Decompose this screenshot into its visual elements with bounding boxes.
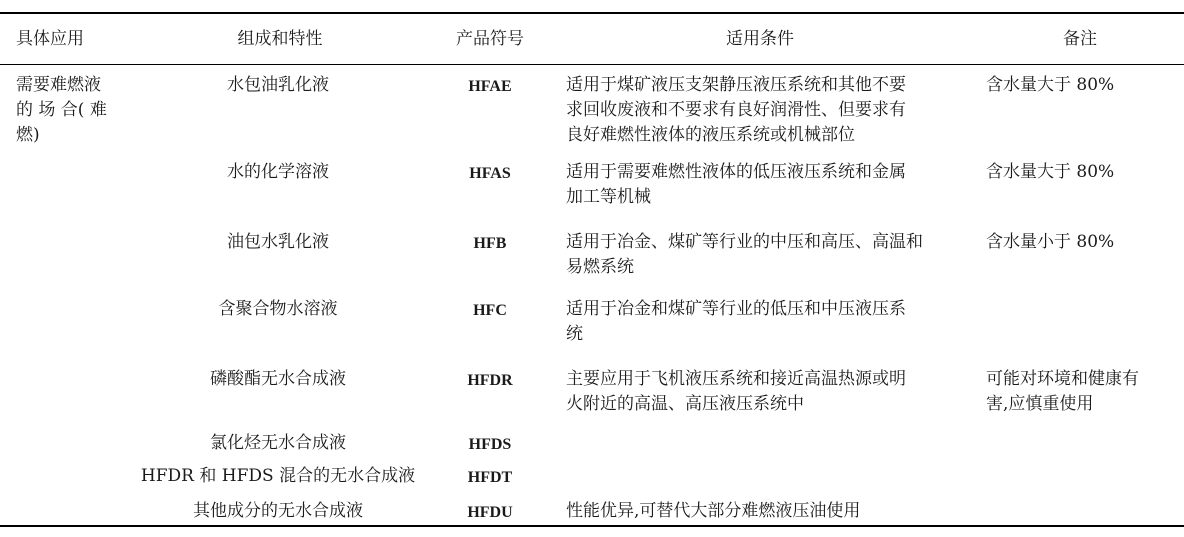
conditions-line: 适用于煤矿液压支架静压液压系统和其他不要 <box>566 75 906 95</box>
symbol-cell: HFAS <box>469 165 511 182</box>
composition-cell: 油包水乳化液 <box>227 232 329 252</box>
header-symbol: 产品符号 <box>456 29 524 49</box>
composition-cell: 水包油乳化液 <box>227 75 329 95</box>
conditions-line: 统 <box>566 324 583 344</box>
header-conditions: 适用条件 <box>726 29 794 49</box>
conditions-line: 主要应用于飞机液压系统和接近高温热源或明 <box>566 369 906 389</box>
category-line: 的 场 合( 难 <box>16 100 107 120</box>
composition-cell: 磷酸酯无水合成液 <box>210 369 346 389</box>
composition-cell: 氯化烃无水合成液 <box>210 433 346 453</box>
symbol-cell: HFDT <box>467 469 513 486</box>
composition-cell: 含聚合物水溶液 <box>218 299 338 319</box>
conditions-line: 性能优异,可替代大部分难燃液压油使用 <box>566 501 861 521</box>
symbol-cell: HFDR <box>467 372 513 389</box>
composition-cell: 水的化学溶液 <box>227 162 329 182</box>
header-remarks: 备注 <box>1063 29 1097 49</box>
symbol-cell: HFDU <box>467 504 513 521</box>
conditions-line: 适用于冶金、煤矿等行业的中压和高压、高温和 <box>566 232 923 252</box>
conditions-line: 良好难燃性液体的液压系统或机械部位 <box>566 125 855 145</box>
header-composition: 组成和特性 <box>237 29 323 49</box>
remarks-line: 可能对环境和健康有 <box>986 369 1139 389</box>
remarks-line: 含水量小于 80% <box>986 232 1115 252</box>
conditions-line: 适用于需要难燃性液体的低压液压系统和金属 <box>566 162 906 182</box>
conditions-line: 求回收废液和不要求有良好润滑性、但要求有 <box>566 100 906 120</box>
category-line: 需要难燃液 <box>16 75 101 95</box>
remarks-line: 含水量大于 80% <box>986 75 1115 95</box>
header-application: 具体应用 <box>16 29 84 49</box>
conditions-line: 火附近的高温、高压液压系统中 <box>566 394 804 414</box>
table-header-rule <box>0 64 1184 65</box>
symbol-cell: HFC <box>473 302 507 319</box>
category-line: 燃) <box>16 125 40 145</box>
symbol-cell: HFDS <box>468 436 512 453</box>
composition-cell: 其他成分的无水合成液 <box>193 501 363 521</box>
symbol-cell: HFB <box>473 235 507 252</box>
remarks-line: 害,应慎重使用 <box>986 394 1094 414</box>
conditions-line: 适用于冶金和煤矿等行业的低压和中压液压系 <box>566 299 906 319</box>
composition-cell: HFDR 和 HFDS 混合的无水合成液 <box>140 466 416 486</box>
conditions-line: 易燃系统 <box>566 257 634 277</box>
conditions-line: 加工等机械 <box>566 187 651 207</box>
remarks-line: 含水量大于 80% <box>986 162 1115 182</box>
symbol-cell: HFAE <box>468 78 512 95</box>
table-bottom-rule <box>0 525 1184 527</box>
table-top-rule <box>0 12 1184 14</box>
